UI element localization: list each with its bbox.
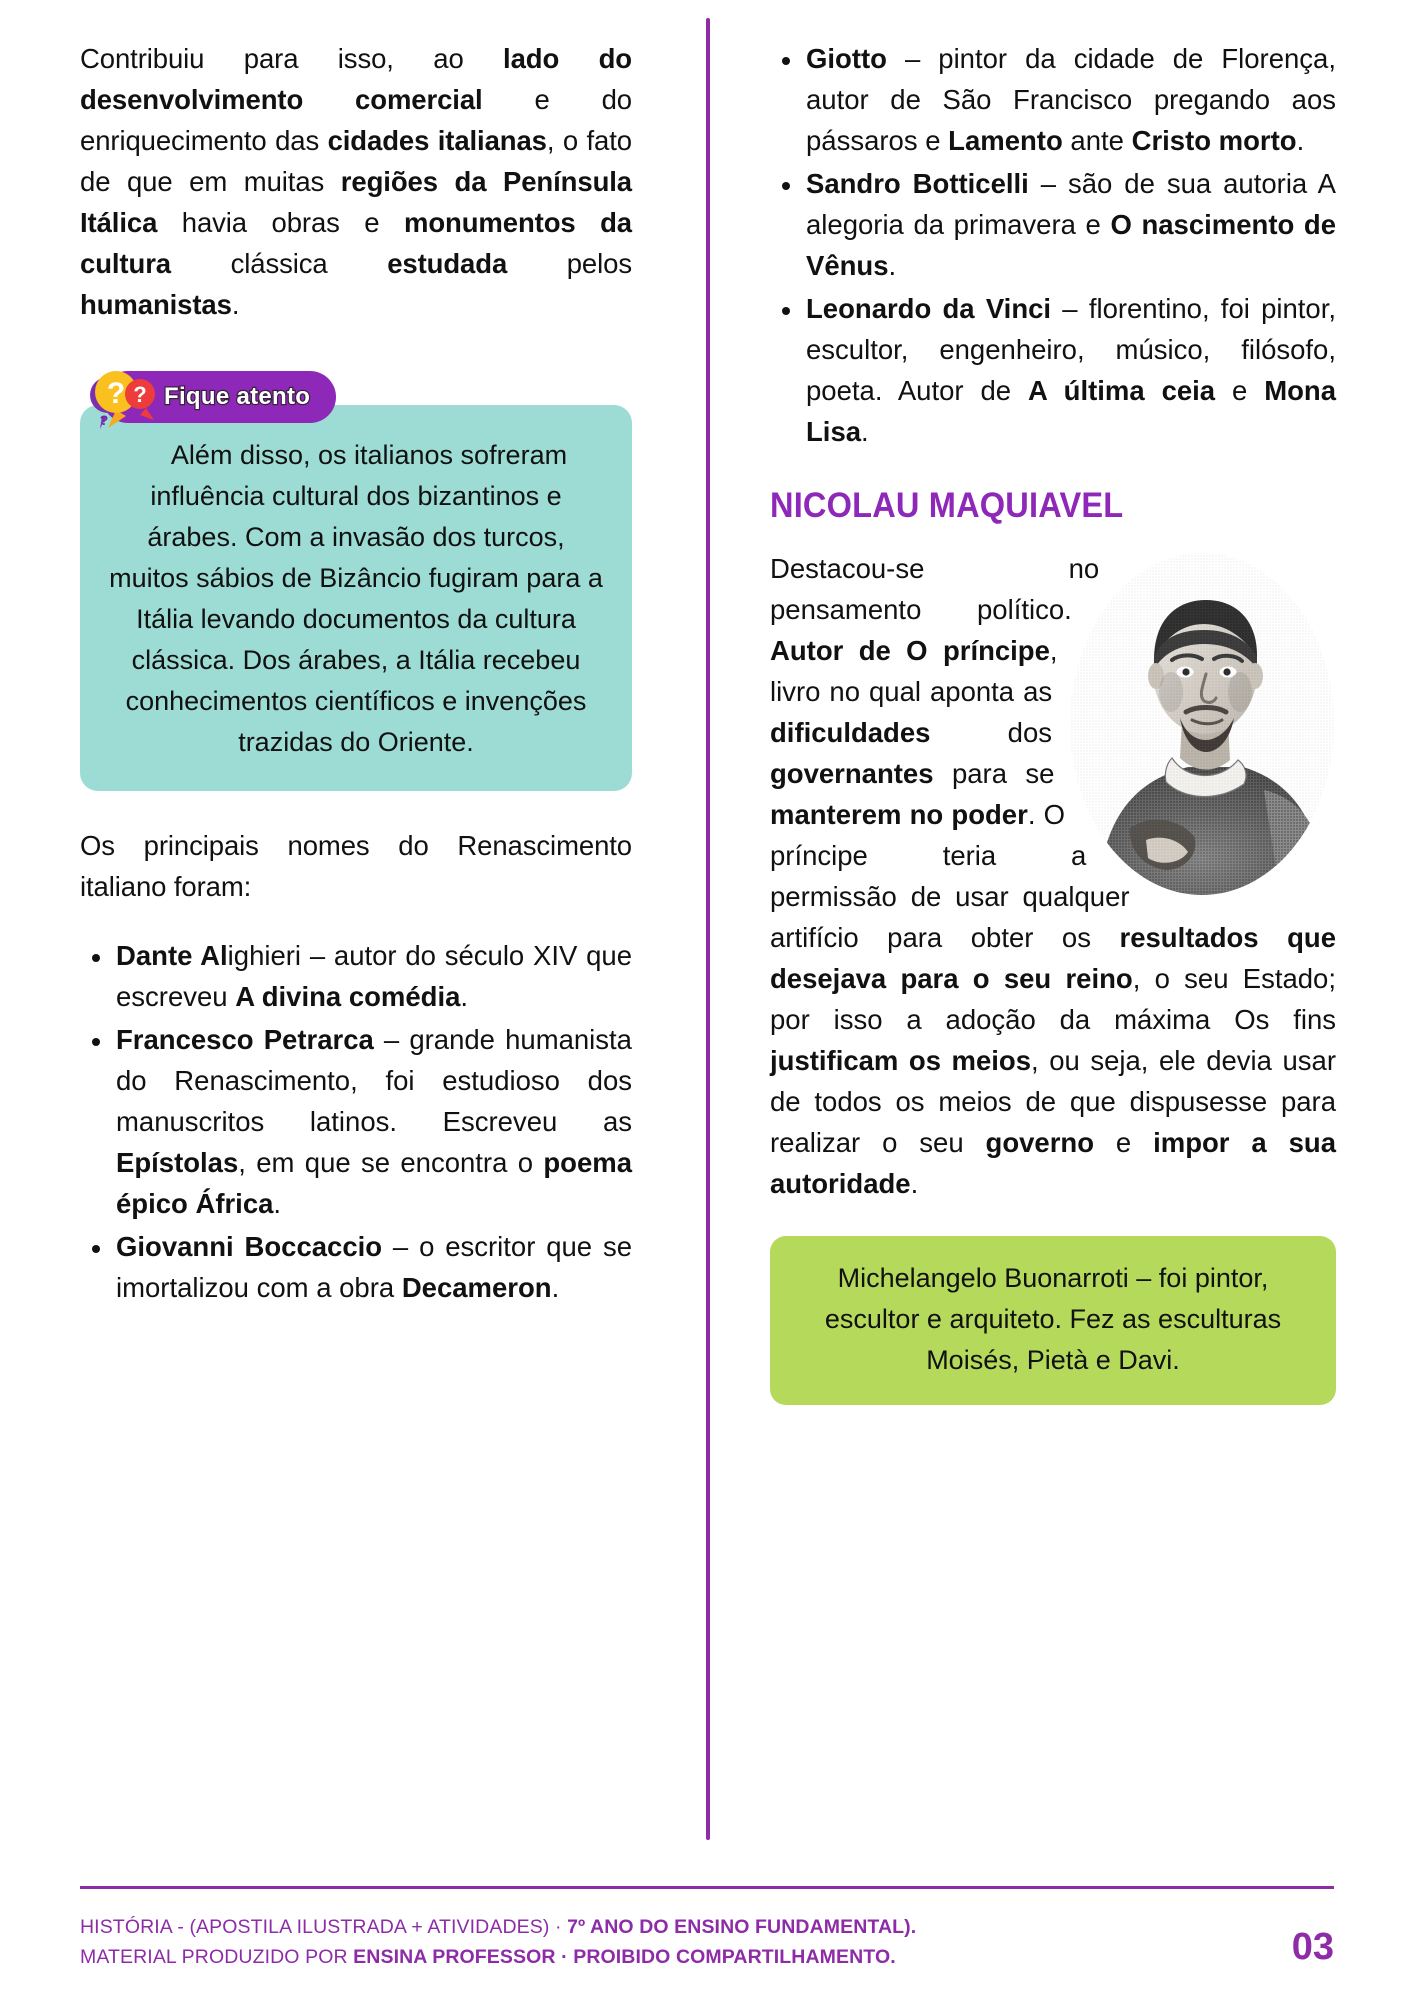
fique-atento-label: Fique atento bbox=[164, 383, 311, 410]
fique-atento-badge bbox=[99, 371, 336, 428]
footer-line-2 bbox=[80, 1942, 916, 1972]
list-item: Dante Alighieri – autor do século XIV que escreveu A divina comédia. bbox=[80, 935, 632, 1017]
maquiavel-portrait bbox=[1068, 552, 1336, 897]
list-item: Francesco Petrarca – grande humanista do Renascimento, foi estudioso dos manuscritos latinos. Escreveu as Epístolas, em que se encontra o poema épico África. bbox=[80, 1019, 632, 1224]
footer-line-2-bold: ENSINA PROFESSOR · PROIBIDO COMPARTILHAMENTO. bbox=[353, 1946, 896, 1968]
maquiavel-block bbox=[770, 548, 1336, 1204]
footer-credits bbox=[80, 1912, 916, 1972]
section-title-nicolau-maquiavel: NICOLAU MAQUIAVEL bbox=[770, 486, 1124, 525]
maquiavel-paragraph: Destacou-se no pensamento político. Autor de O príncipe, livro no qual aponta as dificuldades dos governantes para se manterem no poder. O príncipe teria a permissão de usar qualquer artifício para obter os resultados que desejava para o seu reino, o seu Estado; por isso a adoção da máxima Os fins justificam os meios, ou seja, ele devia usar de todos os meios de que dispusesse para realizar o seu governo e impor a sua autoridade. bbox=[770, 553, 1337, 1199]
right-column bbox=[700, 0, 1414, 1880]
fique-atento-box bbox=[80, 405, 632, 791]
question-bubbles-icon bbox=[86, 362, 164, 434]
fique-atento-callout bbox=[80, 371, 632, 791]
page-footer bbox=[80, 1912, 1334, 1972]
fique-atento-text: Além disso, os italianos sofreram influência cultural dos bizantinos e árabes. Com a invasão dos turcos, muitos sábios de Bizâncio fugiram para a Itália levando documentos da cultura clássica. Dos árabes, a Itália recebeu conhecimentos científicos e invenções trazidas do Oriente. bbox=[109, 440, 603, 757]
list-item: Sandro Botticelli – são de sua autoria A alegoria da primavera e O nascimento de Vênus. bbox=[770, 163, 1336, 286]
italian-names-list bbox=[80, 935, 632, 1308]
svg-text:?: ? bbox=[106, 377, 126, 410]
svg-text:?: ? bbox=[99, 412, 109, 428]
lead-in-paragraph: Os principais nomes do Renascimento italiano foram: bbox=[80, 830, 632, 902]
page-number: 03 bbox=[1291, 1926, 1334, 1968]
footer-divider bbox=[80, 1886, 1334, 1889]
intro-paragraph: Contribuiu para isso, ao lado do desenvolvimento comercial e do enriquecimento das cidades italianas, o fato de que em muitas regiões da Península Itálica havia obras e monumentos da cultura clássica estudada pelos humanistas. bbox=[80, 43, 632, 320]
left-column bbox=[0, 0, 700, 1880]
footer-line-1 bbox=[80, 1912, 916, 1942]
michelangelo-box bbox=[770, 1236, 1336, 1405]
footer-line-1-bold: 7º ANO DO ENSINO FUNDAMENTAL). bbox=[567, 1916, 917, 1938]
footer-line-1-prefix: HISTÓRIA - (APOSTILA ILUSTRADA + ATIVIDADES) · bbox=[80, 1916, 568, 1938]
footer-line-2-prefix: MATERIAL PRODUZIDO POR bbox=[80, 1946, 354, 1968]
list-item: Leonardo da Vinci – florentino, foi pintor, escultor, engenheiro, músico, filósofo, poeta. Autor de A última ceia e Mona Lisa. bbox=[770, 288, 1336, 452]
list-item: Giotto – pintor da cidade de Florença, autor de São Francisco pregando aos pássaros e Lamento ante Cristo morto. bbox=[770, 38, 1336, 161]
svg-text:?: ? bbox=[133, 382, 147, 407]
michelangelo-text: Michelangelo Buonarroti – foi pintor, escultor e arquiteto. Fez as esculturas Moisés, Pietà e Davi. bbox=[824, 1263, 1282, 1375]
artists-list bbox=[770, 38, 1336, 452]
list-item: Giovanni Boccaccio – o escritor que se imortalizou com a obra Decameron. bbox=[80, 1226, 632, 1308]
